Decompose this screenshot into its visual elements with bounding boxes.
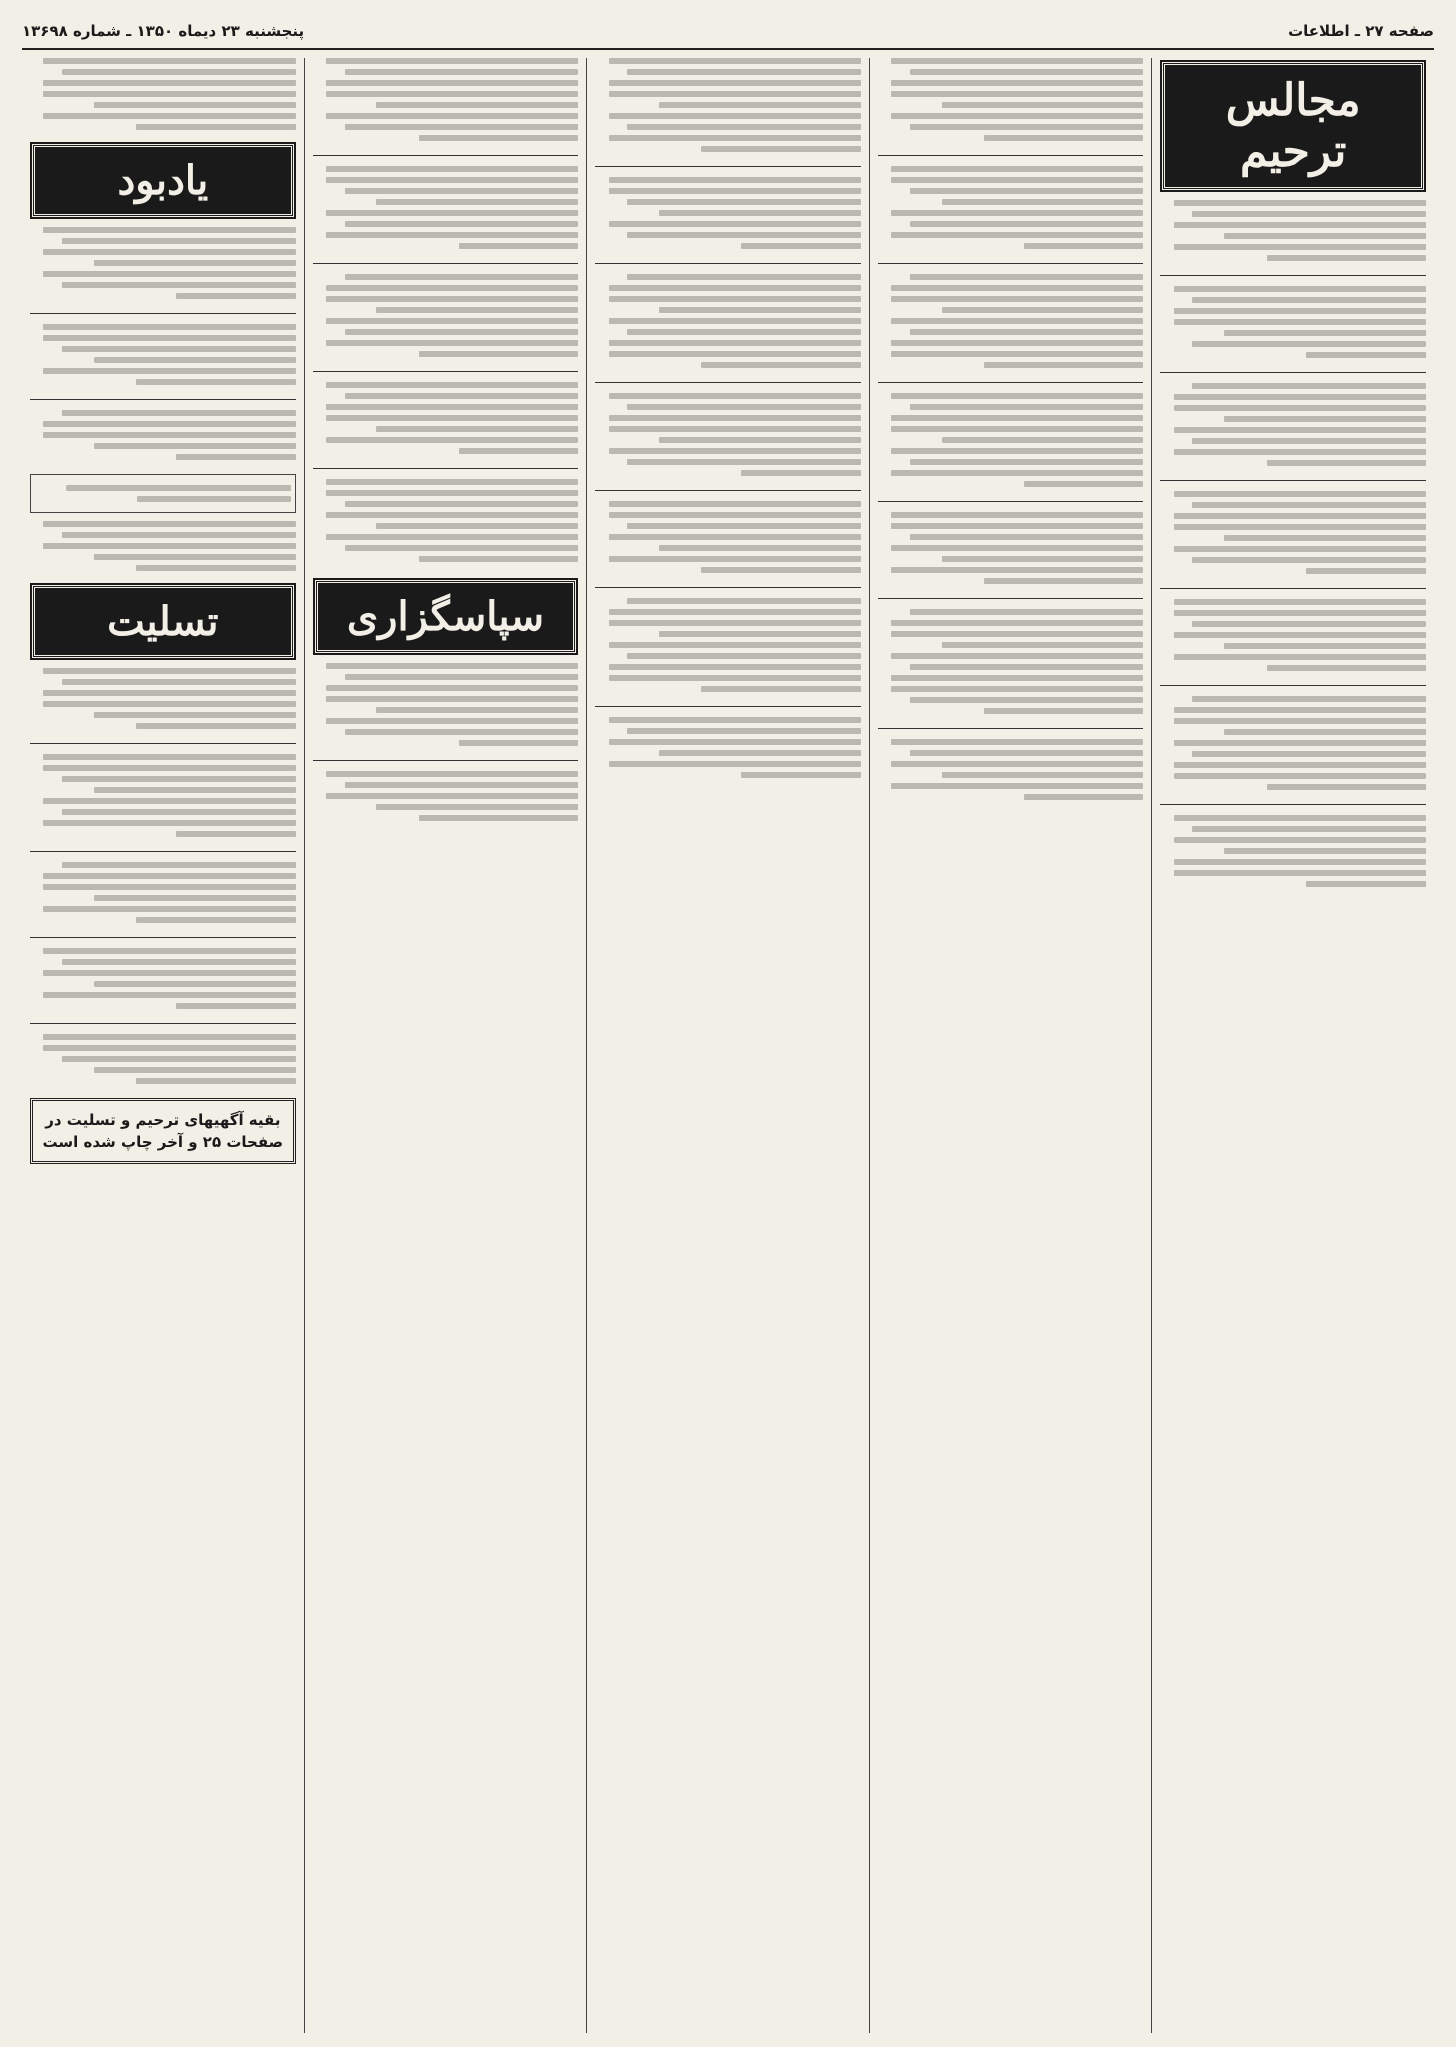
- notice: [595, 177, 861, 249]
- notice-body-placeholder: [1160, 200, 1426, 261]
- notice: [1160, 286, 1426, 358]
- notice: [30, 58, 296, 130]
- column-3: [586, 58, 869, 2033]
- notice: [595, 598, 861, 692]
- column-4: [304, 58, 587, 2033]
- notice: [878, 609, 1144, 714]
- notice: [313, 274, 579, 357]
- notice: [878, 512, 1144, 584]
- notice: [1160, 599, 1426, 671]
- notice: [595, 501, 861, 573]
- notice: [595, 274, 861, 368]
- notice: [30, 227, 296, 299]
- notice: [1160, 383, 1426, 466]
- notice: [30, 521, 296, 571]
- memorial-banner: مجالس ترحیم: [1162, 62, 1424, 190]
- notice: [313, 479, 579, 562]
- notice: [595, 717, 861, 778]
- notice: [1160, 696, 1426, 790]
- notice: [30, 754, 296, 837]
- notice: [30, 668, 296, 729]
- notice: [313, 771, 579, 821]
- notice: [313, 166, 579, 249]
- condolence-banner: تسلیت: [32, 585, 294, 658]
- notice: [878, 58, 1144, 141]
- notice: [1160, 815, 1426, 887]
- column-5: [22, 58, 304, 2033]
- notice: [30, 862, 296, 923]
- notice: [30, 410, 296, 460]
- remembrance-banner: یادبود: [32, 144, 294, 217]
- notice: [878, 739, 1144, 800]
- notice: [595, 58, 861, 152]
- columns: [22, 58, 1434, 2033]
- calligraphy-verse: [30, 474, 296, 513]
- notice: [30, 1034, 296, 1084]
- issue-date: پنجشنبه ۲۳ دیماه ۱۳۵۰ ـ شماره ۱۳۶۹۸: [22, 22, 305, 40]
- notice: [1160, 200, 1426, 261]
- footer-note: بقیه آگهیهای ترحیم و تسلیت در صفحات ۲۵ و آخر چاپ شده است: [30, 1098, 296, 1164]
- notice: [1160, 491, 1426, 574]
- gratitude-banner: سپاسگزاری: [315, 580, 577, 653]
- notice: [313, 663, 579, 746]
- notice: [595, 393, 861, 476]
- page-label: صفحه ۲۷ ـ اطلاعات: [1288, 22, 1434, 40]
- notice: [878, 393, 1144, 487]
- notice: [30, 948, 296, 1009]
- notice: [878, 166, 1144, 249]
- notice: [878, 274, 1144, 368]
- notice: [313, 58, 579, 141]
- notice: [30, 324, 296, 385]
- page-header: [22, 18, 1434, 50]
- column-2: [869, 58, 1152, 2033]
- column-1: [1151, 58, 1434, 2033]
- notice: [313, 382, 579, 454]
